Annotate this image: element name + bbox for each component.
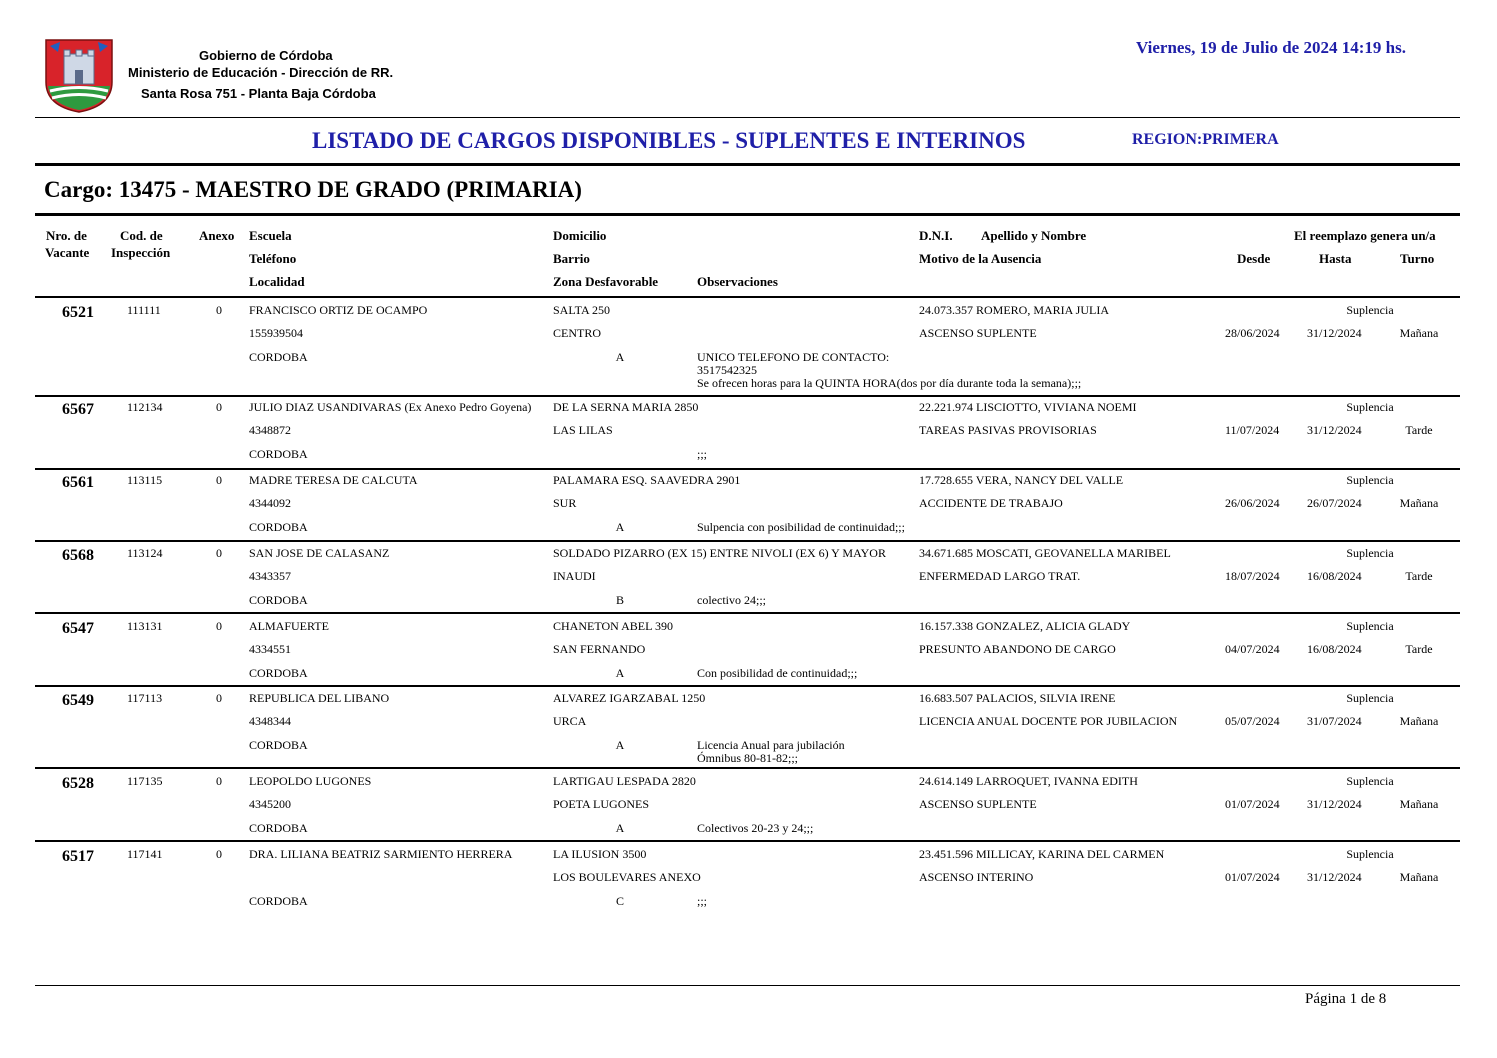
shift: Tarde (1405, 423, 1433, 437)
school-locality: CORDOBA (249, 666, 308, 680)
absence-reason: PRESUNTO ABANDONO DE CARGO (919, 642, 1116, 656)
neighborhood: INAUDI (553, 569, 596, 583)
col-domicilio: Domicilio (553, 228, 607, 243)
date-from: 11/07/2024 (1225, 423, 1280, 437)
annex: 0 (216, 400, 222, 414)
inspection-code: 113124 (127, 546, 163, 560)
unfavorable-zone: A (615, 520, 625, 534)
dni-and-name: 34.671.685 MOSCATI, GEOVANELLA MARIBEL (919, 546, 1171, 560)
col-anexo: Anexo (199, 228, 235, 243)
date-from: 26/06/2024 (1225, 496, 1280, 510)
school-name: ALMAFUERTE (249, 619, 329, 633)
row-divider (35, 767, 1460, 769)
vacancy-number: 6528 (62, 775, 94, 792)
school-phone: 4348344 (249, 714, 291, 728)
page-number: Página 1 de 8 (1305, 991, 1387, 1007)
annex: 0 (216, 546, 222, 560)
unfavorable-zone: A (615, 821, 625, 835)
vacancy-number: 6561 (62, 474, 94, 491)
dni-and-name: 16.683.507 PALACIOS, SILVIA IRENE (919, 691, 1116, 705)
dni-and-name: 16.157.338 GONZALEZ, ALICIA GLADY (919, 619, 1131, 633)
replacement-type: Suplencia (1346, 303, 1394, 317)
shift: Mañana (1399, 714, 1439, 728)
shift: Mañana (1399, 496, 1439, 510)
school-locality: CORDOBA (249, 447, 308, 461)
col-nro-1: Nro. de (46, 228, 87, 243)
observation-line: colectivo 24;;; (697, 593, 766, 607)
row-divider (35, 468, 1460, 470)
inspection-code: 117113 (127, 691, 163, 705)
date-to: 31/12/2024 (1307, 326, 1362, 340)
shift: Mañana (1399, 870, 1439, 884)
dni-and-name: 23.451.596 MILLICAY, KARINA DEL CARMEN (919, 847, 1165, 861)
row-divider (35, 612, 1460, 614)
dni-and-name: 22.221.974 LISCIOTTO, VIVIANA NOEMI (919, 400, 1137, 414)
col-turno: Turno (1400, 251, 1435, 266)
shift: Mañana (1399, 326, 1439, 340)
school-locality: CORDOBA (249, 894, 308, 908)
school-name: REPUBLICA DEL LIBANO (249, 691, 390, 705)
observation-line: Ómnibus 80-81-82;;; (697, 751, 798, 765)
absence-reason: ACCIDENTE DE TRABAJO (919, 496, 1063, 510)
school-phone: 4345200 (249, 797, 291, 811)
observation-line: Sulpencia con posibilidad de continuidad;;; (697, 520, 905, 534)
absence-reason: TAREAS PASIVAS PROVISORIAS (919, 423, 1097, 437)
col-telefono: Teléfono (249, 251, 297, 266)
address: LARTIGAU LESPADA 2820 (553, 774, 696, 788)
annex: 0 (216, 619, 222, 633)
school-locality: CORDOBA (249, 350, 308, 364)
vacancy-number: 6547 (62, 620, 94, 637)
address: PALAMARA ESQ. SAAVEDRA 2901 (553, 473, 741, 487)
replacement-type: Suplencia (1346, 473, 1394, 487)
row-divider (35, 395, 1460, 397)
col-reemplazo: El reemplazo genera un/a (1294, 228, 1436, 243)
neighborhood: LOS BOULEVARES ANEXO (553, 870, 701, 884)
header-row-divider (35, 296, 1460, 298)
annex: 0 (216, 691, 222, 705)
address: CHANETON ABEL 390 (553, 619, 673, 633)
date-to: 26/07/2024 (1307, 496, 1362, 510)
inspection-code: 117135 (127, 774, 163, 788)
vacancy-number: 6568 (62, 547, 94, 564)
footer-divider (35, 985, 1460, 986)
school-locality: CORDOBA (249, 821, 308, 835)
date-to: 31/07/2024 (1307, 714, 1362, 728)
absence-reason: ASCENSO INTERINO (919, 870, 1034, 884)
school-locality: CORDOBA (249, 520, 308, 534)
col-escuela: Escuela (249, 228, 292, 243)
school-phone: 4348872 (249, 423, 291, 437)
col-nro-2: Vacante (45, 245, 90, 260)
page-title: LISTADO DE CARGOS DISPONIBLES - SUPLENTES E INTERINOS (312, 128, 1026, 153)
unfavorable-zone: B (615, 593, 624, 607)
date-from: 28/06/2024 (1225, 326, 1280, 340)
vacancy-number: 6567 (62, 401, 94, 418)
col-cod-1: Cod. de (120, 228, 163, 243)
neighborhood: URCA (553, 714, 587, 728)
school-phone: 4344092 (249, 496, 291, 510)
date-to: 16/08/2024 (1307, 642, 1362, 656)
date-from: 05/07/2024 (1225, 714, 1280, 728)
observation-line: Con posibilidad de continuidad;;; (697, 666, 858, 680)
shift: Tarde (1405, 642, 1433, 656)
replacement-type: Suplencia (1346, 691, 1394, 705)
school-phone: 4343357 (249, 569, 291, 583)
vacancy-number: 6521 (62, 304, 94, 321)
unfavorable-zone: C (615, 894, 624, 908)
school-locality: CORDOBA (249, 593, 308, 607)
address: SOLDADO PIZARRO (EX 15) ENTRE NIVOLI (EX 6) Y MAYOR (553, 546, 886, 560)
col-localidad: Localidad (249, 274, 305, 289)
region-label: REGION:PRIMERA (1132, 131, 1279, 148)
col-observaciones: Observaciones (697, 274, 778, 289)
absence-reason: LICENCIA ANUAL DOCENTE POR JUBILACION (919, 714, 1178, 728)
replacement-type: Suplencia (1346, 400, 1394, 414)
school-name: LEOPOLDO LUGONES (249, 774, 372, 788)
date-from: 01/07/2024 (1225, 797, 1280, 811)
report-date: Viernes, 19 de Julio de 2024 14:19 hs. (1136, 38, 1406, 57)
annex: 0 (216, 774, 222, 788)
school-name: SAN JOSE DE CALASANZ (249, 546, 390, 560)
date-to: 16/08/2024 (1307, 569, 1362, 583)
absence-reason: ASCENSO SUPLENTE (919, 326, 1037, 340)
col-dni: D.N.I. (919, 228, 953, 243)
cargo-heading: Cargo: 13475 - MAESTRO DE GRADO (PRIMARIA) (44, 177, 582, 202)
observation-line: ;;; (697, 447, 708, 461)
date-to: 31/12/2024 (1307, 423, 1362, 437)
shift: Tarde (1405, 569, 1433, 583)
school-name: JULIO DIAZ USANDIVARAS (Ex Anexo Pedro Goyena) (249, 400, 532, 414)
row-divider (35, 685, 1460, 687)
ministry-name: Ministerio de Educación - Dirección de RR. (128, 65, 394, 80)
replacement-type: Suplencia (1346, 774, 1394, 788)
observation-line: Licencia Anual para jubilación (697, 738, 845, 752)
vacancy-number: 6549 (62, 692, 94, 709)
neighborhood: SAN FERNANDO (553, 642, 646, 656)
observation-line: 3517542325 (697, 363, 757, 377)
school-name: DRA. LILIANA BEATRIZ SARMIENTO HERRERA (249, 847, 513, 861)
unfavorable-zone: A (615, 350, 625, 364)
neighborhood: POETA LUGONES (553, 797, 650, 811)
date-from: 01/07/2024 (1225, 870, 1280, 884)
observation-line: ;;; (697, 894, 708, 908)
school-name: FRANCISCO ORTIZ DE OCAMPO (249, 303, 428, 317)
address: LA ILUSION 3500 (553, 847, 647, 861)
unfavorable-zone: A (615, 666, 625, 680)
replacement-type: Suplencia (1346, 619, 1394, 633)
address: ALVAREZ IGARZABAL 1250 (553, 691, 706, 705)
date-to: 31/12/2024 (1307, 870, 1362, 884)
school-name: MADRE TERESA DE CALCUTA (249, 473, 418, 487)
col-zona: Zona Desfavorable (553, 274, 659, 289)
inspection-code: 117141 (127, 847, 163, 861)
school-phone: 155939504 (249, 326, 303, 340)
date-to: 31/12/2024 (1307, 797, 1362, 811)
inspection-code: 113115 (127, 473, 163, 487)
row-divider (35, 840, 1460, 842)
address: Santa Rosa 751 - Planta Baja Córdoba (141, 86, 376, 101)
school-locality: CORDOBA (249, 738, 308, 752)
date-from: 18/07/2024 (1225, 569, 1280, 583)
neighborhood: CENTRO (553, 326, 601, 340)
school-phone: 4334551 (249, 642, 291, 656)
replacement-type: Suplencia (1346, 546, 1394, 560)
dni-and-name: 24.614.149 LARROQUET, IVANNA EDITH (919, 774, 1138, 788)
observation-line: UNICO TELEFONO DE CONTACTO: (697, 350, 890, 364)
dni-and-name: 17.728.655 VERA, NANCY DEL VALLE (919, 473, 1124, 487)
col-cod-2: Inspección (111, 245, 171, 260)
replacement-type: Suplencia (1346, 847, 1394, 861)
col-barrio: Barrio (553, 251, 590, 266)
cargo-divider (35, 213, 1460, 216)
neighborhood: LAS LILAS (553, 423, 613, 437)
annex: 0 (216, 303, 222, 317)
unfavorable-zone: A (615, 738, 625, 752)
inspection-code: 111111 (127, 303, 161, 317)
absence-reason: ASCENSO SUPLENTE (919, 797, 1037, 811)
vacancy-number: 6517 (62, 848, 94, 865)
address: DE LA SERNA MARIA 2850 (553, 400, 699, 414)
observation-line: Se ofrecen horas para la QUINTA HORA(dos por día durante toda la semana);;; (697, 376, 1082, 390)
inspection-code: 113131 (127, 619, 163, 633)
observation-line: Colectivos 20-23 y 24;;; (697, 821, 814, 835)
title-divider (35, 163, 1460, 166)
row-divider (35, 540, 1460, 542)
col-hasta: Hasta (1319, 251, 1352, 266)
header-divider (35, 117, 1460, 118)
coat-of-arms-logo (40, 36, 118, 114)
col-desde: Desde (1237, 251, 1271, 266)
org-name: Gobierno de Córdoba (199, 48, 333, 63)
col-motivo: Motivo de la Ausencia (919, 251, 1042, 266)
date-from: 04/07/2024 (1225, 642, 1280, 656)
col-apellido: Apellido y Nombre (981, 228, 1087, 243)
shift: Mañana (1399, 797, 1439, 811)
annex: 0 (216, 473, 222, 487)
dni-and-name: 24.073.357 ROMERO, MARIA JULIA (919, 303, 1110, 317)
neighborhood: SUR (553, 496, 577, 510)
annex: 0 (216, 847, 222, 861)
absence-reason: ENFERMEDAD LARGO TRAT. (919, 569, 1081, 583)
inspection-code: 112134 (127, 400, 163, 414)
address: SALTA 250 (553, 303, 610, 317)
